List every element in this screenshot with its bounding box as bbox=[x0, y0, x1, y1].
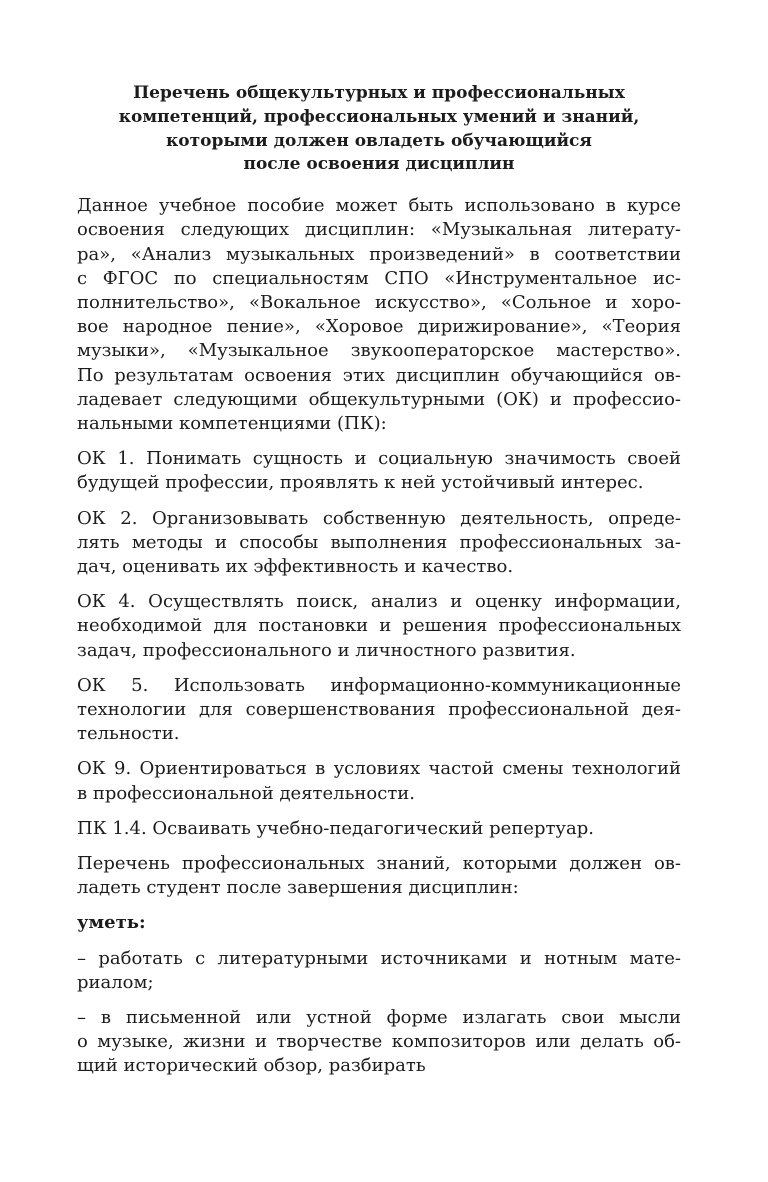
text-line: уметь: bbox=[77, 912, 146, 934]
text-line: ПК 1.4. Осваивать учебно-педагогический репертуар. bbox=[77, 817, 594, 839]
text-line: щий исторический обзор, разбирать bbox=[77, 1055, 426, 1077]
competency-ok2 bbox=[77, 507, 681, 580]
title-line: Перечень общекультурных и профессиональных bbox=[133, 83, 625, 103]
knowledge-intro-paragraph bbox=[77, 852, 681, 900]
intro-paragraph bbox=[77, 194, 681, 436]
text-line: будущей профессии, проявлять к ней устойчивый интерес. bbox=[77, 472, 644, 494]
text-line: необходимой для постановки и решения профессиональных bbox=[77, 615, 681, 637]
text-line: ОК 5. Использовать информационно-коммуникационные bbox=[77, 674, 681, 696]
text-line: – в письменной или устной форме излагать свои мысли bbox=[77, 1007, 681, 1029]
text-line: ОК 4. Осуществлять поиск, анализ и оценку информации, bbox=[77, 591, 681, 613]
competency-ok5 bbox=[77, 674, 681, 747]
text-line: музыки», «Музыкальное звукооператорское мастерство». bbox=[77, 340, 681, 362]
title-line: компетенций, профессиональных умений и знаний, bbox=[118, 106, 640, 127]
skill-item bbox=[77, 1006, 681, 1079]
text-line: ОК 1. Понимать сущность и социальную значимость своей bbox=[77, 448, 681, 470]
text-line: с ФГОС по специальностям СПО «Инструментальное ис- bbox=[77, 267, 681, 289]
text-line: ОК 2. Организовывать собственную деятельность, опреде- bbox=[77, 507, 681, 529]
text-line: о музыке, жизни и творчестве композиторов или делать об- bbox=[77, 1031, 681, 1053]
competency-pk14 bbox=[77, 817, 681, 841]
text-line: По результатам освоения этих дисциплин обучающийся ов- bbox=[77, 364, 681, 386]
competency-ok4 bbox=[77, 590, 681, 663]
text-line: вое народное пение», «Хоровое дирижирование», «Теория bbox=[77, 316, 681, 338]
text-line: нальными компетенциями (ПК): bbox=[77, 413, 387, 435]
text-line: – работать с литературными источниками и нотным мате- bbox=[77, 947, 681, 969]
text-line: дач, оценивать их эффективность и качество. bbox=[77, 556, 514, 578]
text-line: ладеть студент после завершения дисциплин: bbox=[77, 877, 519, 899]
text-line: лять методы и способы выполнения профессиональных за- bbox=[77, 531, 681, 553]
text-line: тельности. bbox=[77, 723, 180, 745]
text-line: освоения следующих дисциплин: «Музыкальная литерату- bbox=[77, 219, 681, 241]
text-line: ра», «Анализ музыкальных произведений» в соответствии bbox=[77, 243, 681, 265]
document-page bbox=[77, 82, 681, 1090]
competency-ok1 bbox=[77, 447, 681, 495]
text-line: полнительство», «Вокальное искусство», «Сольное и хоро- bbox=[77, 292, 681, 313]
competency-ok9 bbox=[77, 757, 681, 805]
text-line: в профессиональной деятельности. bbox=[77, 782, 415, 804]
text-line: риалом; bbox=[77, 971, 154, 993]
title-line: которыми должен овладеть обучающийся bbox=[166, 130, 592, 151]
skills-label bbox=[77, 911, 681, 935]
page-title bbox=[77, 82, 681, 177]
text-line: технологии для совершенствования профессиональной дея- bbox=[77, 699, 681, 721]
text-line: Данное учебное пособие может быть использовано в курсе bbox=[77, 195, 681, 217]
text-line: задач, профессионального и личностного развития. bbox=[77, 639, 576, 661]
text-line: ладевает следующими общекультурными (ОК) и профессио- bbox=[77, 388, 681, 410]
text-line: Перечень профессиональных знаний, которыми должен ов- bbox=[77, 853, 681, 875]
title-line: после освоения дисциплин bbox=[243, 154, 515, 175]
skill-item bbox=[77, 947, 681, 995]
text-line: ОК 9. Ориентироваться в условиях частой смены технологий bbox=[77, 758, 681, 780]
